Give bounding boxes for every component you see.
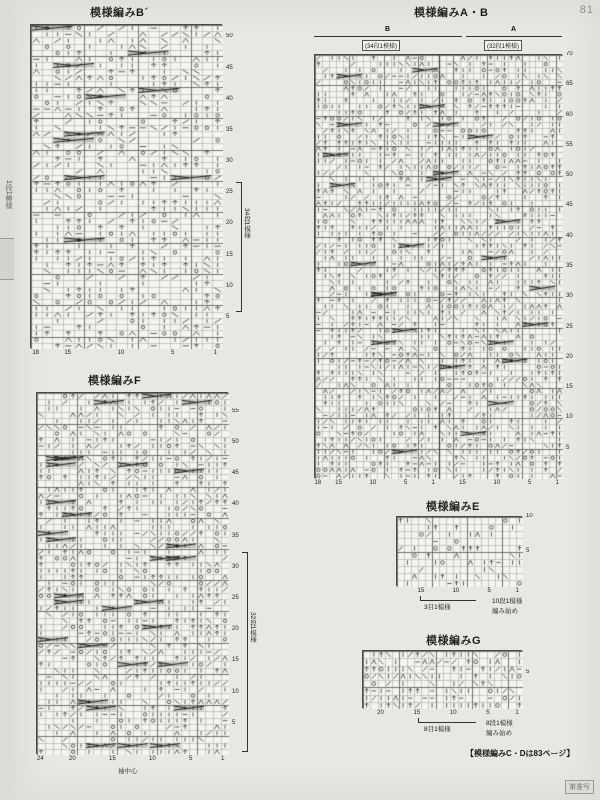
- axis-tick: 35: [226, 126, 233, 133]
- chart-title-g: 模様編みG: [426, 635, 482, 647]
- gutter-diagram: [0, 238, 14, 280]
- axis-tick: 20: [226, 220, 233, 227]
- axis-tick: 10: [232, 688, 239, 695]
- axis-tick: 20: [566, 353, 573, 360]
- adjacent-page-edge: [0, 0, 14, 800]
- axis-tick: 10: [493, 480, 501, 486]
- axis-tick: 5: [528, 480, 532, 486]
- axis-tick: 15: [64, 350, 72, 356]
- repeat-brace-f: [242, 552, 248, 752]
- group-rule-b: [314, 36, 462, 37]
- axis-tick: 10: [566, 414, 573, 421]
- repeat-brace-g: [418, 718, 476, 723]
- repeat-brace-b2: [236, 182, 242, 312]
- group-note-b: (34段1模様): [362, 40, 400, 51]
- axis-tick: 5: [486, 710, 490, 716]
- gutter-text: 1段1模様: [5, 180, 12, 209]
- axis-tick: 15: [109, 756, 116, 762]
- axis-tick: 18: [314, 480, 322, 486]
- axis-tick: 1: [221, 756, 225, 762]
- axis-tick: 60: [566, 111, 573, 118]
- axis-tick: 45: [566, 202, 573, 209]
- axis-tick: 1: [213, 350, 217, 356]
- axis-tick: 50: [226, 33, 233, 40]
- axis-tick: 5: [232, 719, 236, 726]
- chart-title-e: 模様編みE: [426, 501, 480, 513]
- page-sheet: [14, 0, 600, 800]
- axis-tick: 10: [526, 513, 533, 519]
- axis-tick: 15: [566, 384, 573, 391]
- axis-tick: 15: [459, 480, 466, 486]
- stitch-chart-b2: [30, 24, 222, 348]
- axis-tick: 5: [526, 548, 530, 554]
- axis-tick: 20: [377, 710, 384, 716]
- axis-tick: 65: [566, 81, 573, 88]
- axis-tick: 20: [232, 626, 239, 633]
- axis-tick: 50: [232, 438, 239, 445]
- axis-tick: 25: [226, 189, 233, 196]
- chart-title-b2: 模様編みB´: [90, 7, 149, 19]
- axis-tick: 40: [226, 95, 233, 102]
- axis-tick: 15: [335, 480, 342, 486]
- axis-tick: 5: [189, 756, 193, 762]
- axis-tick: 25: [566, 323, 573, 330]
- stitch-chart-e: [396, 516, 522, 586]
- axis-tick: 10: [369, 480, 377, 486]
- axis-tick: 70: [566, 51, 573, 57]
- stitch-chart-ab: [314, 54, 562, 478]
- repeat-note-f: 32段1模様: [249, 612, 256, 643]
- axis-tick: 55: [566, 141, 573, 148]
- group-note-a: (32段1模様): [484, 40, 522, 51]
- footnote: 【模様編みC・Dは83ページ】: [466, 749, 575, 758]
- stitch-chart-f: [36, 392, 228, 754]
- start-note-e: 編み始め: [492, 608, 518, 615]
- axis-tick: 15: [226, 251, 233, 258]
- axis-tick: 45: [226, 64, 233, 71]
- axis-tick: 15: [413, 710, 421, 716]
- axis-tick: 40: [566, 232, 573, 239]
- axis-tick: 5: [487, 588, 491, 594]
- repeat-note-b2: 34段1模様: [243, 208, 250, 239]
- axis-tick: 55: [232, 407, 239, 414]
- repeat-brace-e: [420, 596, 476, 601]
- group-label-a: A: [511, 26, 517, 33]
- page-number: 81: [579, 4, 594, 16]
- axis-tick: 20: [69, 756, 76, 762]
- axis-tick: 10: [452, 588, 460, 594]
- repeat-note-g: 8目1模様: [424, 726, 451, 733]
- axis-tick: 45: [232, 470, 239, 477]
- axis-tick: 30: [566, 293, 573, 300]
- axis-tick: 35: [566, 263, 573, 269]
- axis-tick: 5: [171, 350, 175, 356]
- axis-tick: 24: [37, 756, 44, 762]
- axis-tick: 10: [117, 350, 125, 356]
- axis-tick: 10: [149, 756, 156, 762]
- repeat-note-e: 3目1模様: [424, 604, 451, 611]
- axis-tick: 5: [526, 668, 530, 675]
- corner-stamp: 第准写: [565, 780, 594, 794]
- axis-tick: 5: [566, 444, 570, 451]
- axis-tick: 18: [32, 350, 40, 356]
- axis-tick: 1: [431, 480, 435, 486]
- axis-tick: 5: [404, 480, 408, 486]
- center-note-f: 袖中心: [118, 768, 138, 775]
- stitch-chart-g: [362, 650, 522, 708]
- axis-tick: 10: [449, 710, 457, 716]
- chart-title-f: 模様編みF: [88, 375, 142, 387]
- axis-tick: 5: [226, 313, 230, 320]
- axis-tick: 1: [515, 588, 519, 594]
- row-repeat-note-e: 10段1模様: [492, 598, 523, 605]
- axis-tick: 30: [232, 563, 239, 570]
- axis-tick: 40: [232, 501, 239, 508]
- axis-tick: 15: [417, 588, 425, 594]
- axis-tick: 1: [515, 710, 519, 716]
- axis-tick: 10: [226, 282, 233, 289]
- axis-tick: 25: [232, 594, 239, 601]
- axis-tick: 50: [566, 172, 573, 179]
- chart-title-ab: 模様編みA・B: [414, 7, 489, 19]
- group-label-b: B: [385, 26, 391, 33]
- group-rule-a: [466, 36, 562, 37]
- axis-tick: 15: [232, 657, 239, 664]
- start-note-g: 編み始め: [486, 730, 512, 737]
- axis-tick: 30: [226, 158, 233, 165]
- axis-tick: 1: [555, 480, 559, 486]
- axis-tick: 35: [232, 532, 239, 539]
- row-repeat-note-g: 8段1模様: [486, 720, 513, 727]
